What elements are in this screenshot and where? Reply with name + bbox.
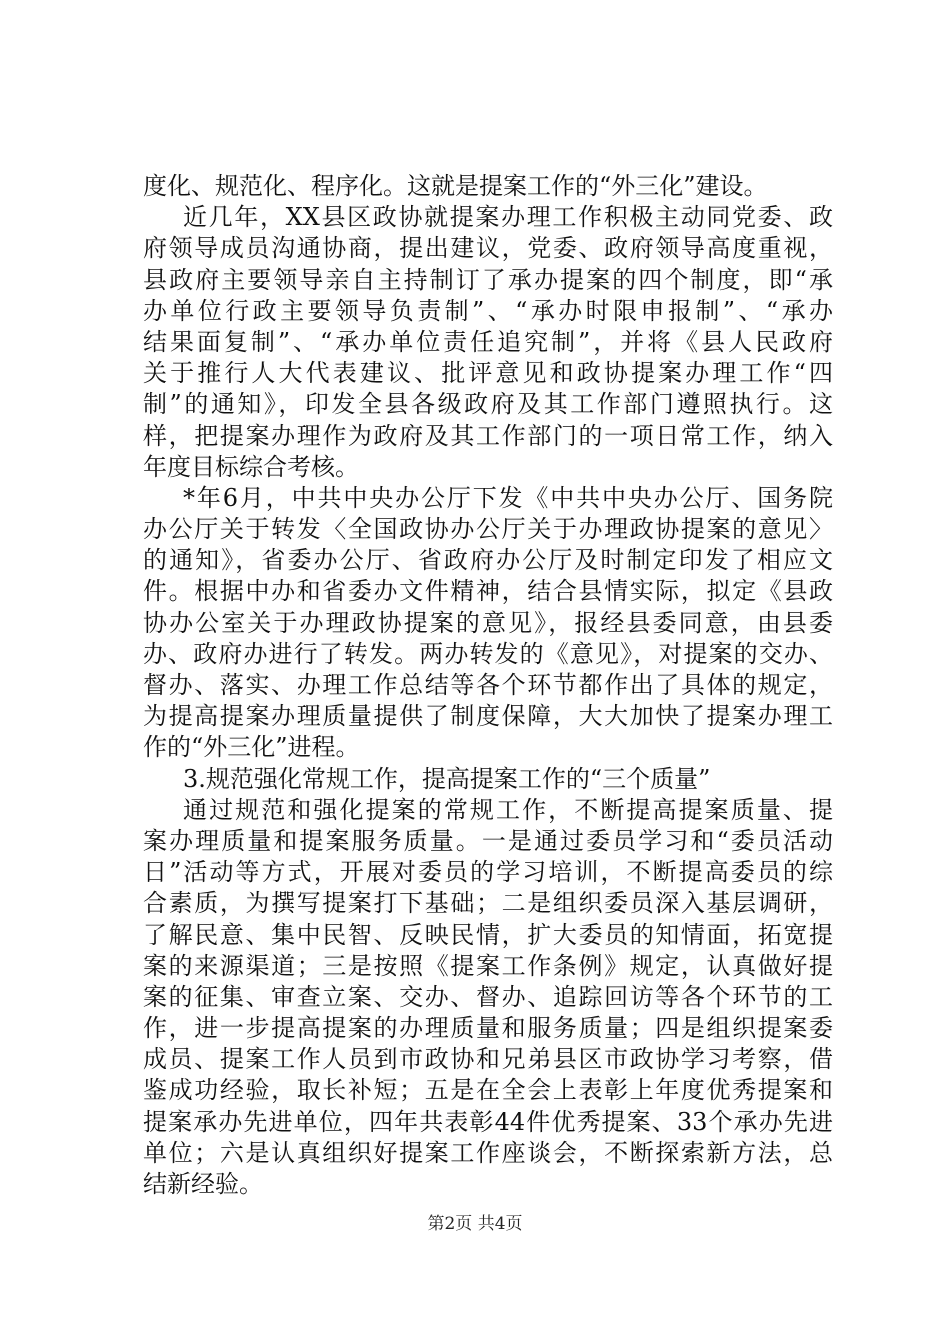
text-line: 了解民意、集中民智、反映民情，扩大委员的知情面，拓宽提 bbox=[143, 920, 833, 949]
text-line: 办、政府办进行了转发。两办转发的《意见》，对提案的交办、 bbox=[143, 639, 833, 668]
text-line: 的通知》，省委办公厅、省政府办公厅及时制定印发了相应文 bbox=[143, 546, 833, 575]
text-line: 年度目标综合考核。 bbox=[143, 452, 359, 481]
text-line: 度化、规范化、程序化。这就是提案工作的“外三化”建设。 bbox=[143, 172, 768, 200]
text-line: 协办公室关于办理政协提案的意见》，报经县委同意，由县委 bbox=[143, 608, 833, 637]
text-line: 成员、提案工作人员到市政协和兄弟县区市政协学习考察，借 bbox=[143, 1045, 833, 1074]
text-line: 制”的通知》，印发全县各级政府及其工作部门遵照执行。这 bbox=[143, 390, 833, 419]
text-line: 提案承办先进单位，四年共表彰44件优秀提案、33个承办先进 bbox=[143, 1107, 833, 1136]
text-line: 案办理质量和提案服务质量。一是通过委员学习和“委员活动 bbox=[143, 826, 833, 855]
text-line: 件。根据中办和省委办文件精神，结合县情实际，拟定《县政 bbox=[143, 577, 833, 606]
text-line: 鉴成功经验，取长补短；五是在全会上表彰上年度优秀提案和 bbox=[143, 1076, 833, 1105]
text-line: 单位；六是认真组织好提案工作座谈会，不断探索新方法，总 bbox=[143, 1138, 833, 1167]
text-line: 作的“外三化”进程。 bbox=[143, 733, 360, 762]
text-line: 结果面复制”、“承办单位责任追究制”，并将《县人民政府 bbox=[143, 327, 833, 356]
text-line: 案的来源渠道；三是按照《提案工作条例》规定，认真做好提 bbox=[143, 951, 833, 980]
text-line: 近几年，XX县区政协就提案办理工作积极主动同党委、政 bbox=[183, 203, 833, 232]
text-line: 3.规范强化常规工作，提高提案工作的“三个质量” bbox=[183, 764, 711, 793]
page-footer: 第2页 共4页 bbox=[427, 1214, 523, 1234]
text-line: 合素质，为撰写提案打下基础；二是组织委员深入基层调研， bbox=[143, 889, 833, 918]
text-line: 样，把提案办理作为政府及其工作部门的一项日常工作，纳入 bbox=[143, 421, 833, 450]
text-line: 府领导成员沟通协商，提出建议，党委、政府领导高度重视， bbox=[143, 234, 833, 263]
text-line: 办单位行政主要领导负责制”、“承办时限申报制”、“承办 bbox=[143, 296, 833, 325]
text-line: 结新经验。 bbox=[143, 1170, 263, 1198]
text-line: *年6月，中共中央办公厅下发《中共中央办公厅、国务院 bbox=[183, 483, 833, 512]
text-line: 关于推行人大代表建议、批评意见和政协提案办理工作“四 bbox=[143, 359, 833, 388]
document-body bbox=[143, 171, 833, 1200]
text-line: 为提高提案办理质量提供了制度保障，大大加快了提案办理工 bbox=[143, 702, 833, 731]
text-line: 案的征集、审查立案、交办、督办、追踪回访等各个环节的工 bbox=[143, 982, 833, 1011]
text-line: 通过规范和强化提案的常规工作，不断提高提案质量、提 bbox=[183, 795, 833, 824]
text-line: 县政府主要领导亲自主持制订了承办提案的四个制度，即“承 bbox=[143, 265, 833, 294]
text-line: 日”活动等方式，开展对委员的学习培训，不断提高委员的综 bbox=[143, 858, 833, 887]
text-line: 作，进一步提高提案的办理质量和服务质量；四是组织提案委 bbox=[143, 1014, 833, 1043]
text-line: 督办、落实、办理工作总结等各个环节都作出了具体的规定， bbox=[143, 671, 833, 699]
text-line: 办公厅关于转发〈全国政协办公厅关于办理政协提案的意见〉 bbox=[143, 515, 833, 544]
